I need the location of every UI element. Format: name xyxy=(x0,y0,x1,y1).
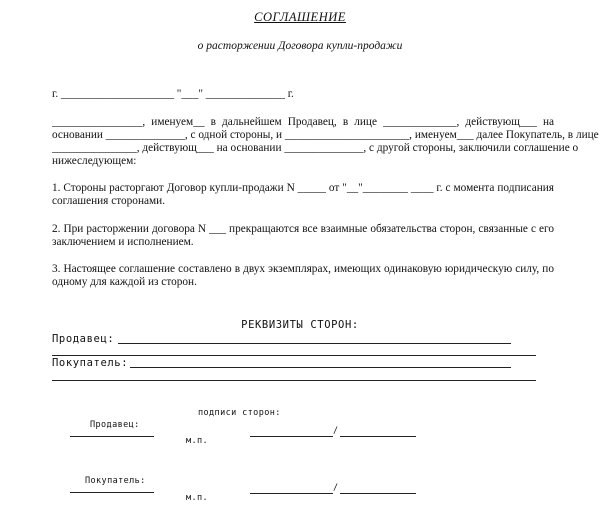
preamble-line: основании ______________, с одной стороны, и ______________________, именуем___ далее Покупатель, в лице xyxy=(52,129,599,141)
clause-1-line: соглашения сторонами. xyxy=(52,195,166,207)
stamp-placeholder: м.п. xyxy=(186,493,209,503)
clause-2-line: 2. При расторжении договора N ___ прекращаются все взаимные обязательства сторон, связанные с его xyxy=(52,223,554,235)
requisites-buyer-rule xyxy=(52,380,536,381)
requisites-seller-rule xyxy=(52,355,536,356)
clause-2-line: заключением и исполнением. xyxy=(52,236,194,248)
city-date-line: г. ____________________ "___" ______________ г. xyxy=(52,88,294,100)
signature-seller-name-line xyxy=(250,436,333,437)
document-title: СОГЛАШЕНИЕ xyxy=(254,10,346,24)
signature-buyer-name-line xyxy=(340,493,416,494)
signatures-heading: подписи сторон: xyxy=(198,408,281,418)
signature-separator: / xyxy=(333,483,339,493)
preamble-line: ________________, именуем__ в дальнейшем Продавец, в лице _____________, действующ___ на xyxy=(52,116,554,128)
preamble-line: нижеследующем: xyxy=(52,155,137,167)
requisites-buyer-label: Покупатель: xyxy=(52,357,129,369)
clause-1-line: 1. Стороны расторгают Договор купли-продажи N _____ от "__"________ ____ г. с момента подписания xyxy=(52,182,554,194)
clause-3-line: одному для каждой из сторон. xyxy=(52,276,197,288)
clause-3-line: 3. Настоящее соглашение составлено в двух экземплярах, имеющих одинаковую юридическую силу, по xyxy=(52,263,554,275)
stamp-placeholder: м.п. xyxy=(186,436,209,446)
document-subtitle: о расторжении Договора купли-продажи xyxy=(197,40,403,52)
signature-seller-line xyxy=(70,436,154,437)
signature-separator: / xyxy=(333,426,339,436)
requisites-heading: РЕКВИЗИТЫ СТОРОН: xyxy=(241,319,359,331)
signature-buyer-line xyxy=(70,492,154,493)
preamble-line: _______________, действующ___ на основании ______________, с другой стороны, заключили соглашение о xyxy=(52,142,579,154)
requisites-seller-label: Продавец: xyxy=(52,333,115,345)
requisites-buyer-rule xyxy=(130,367,511,368)
signature-buyer-name-line xyxy=(250,493,333,494)
requisites-seller-rule xyxy=(118,343,511,344)
signature-seller-label: Продавец: xyxy=(90,420,140,430)
signature-seller-name-line xyxy=(340,436,416,437)
signature-buyer-label: Покупатель: xyxy=(85,476,146,486)
